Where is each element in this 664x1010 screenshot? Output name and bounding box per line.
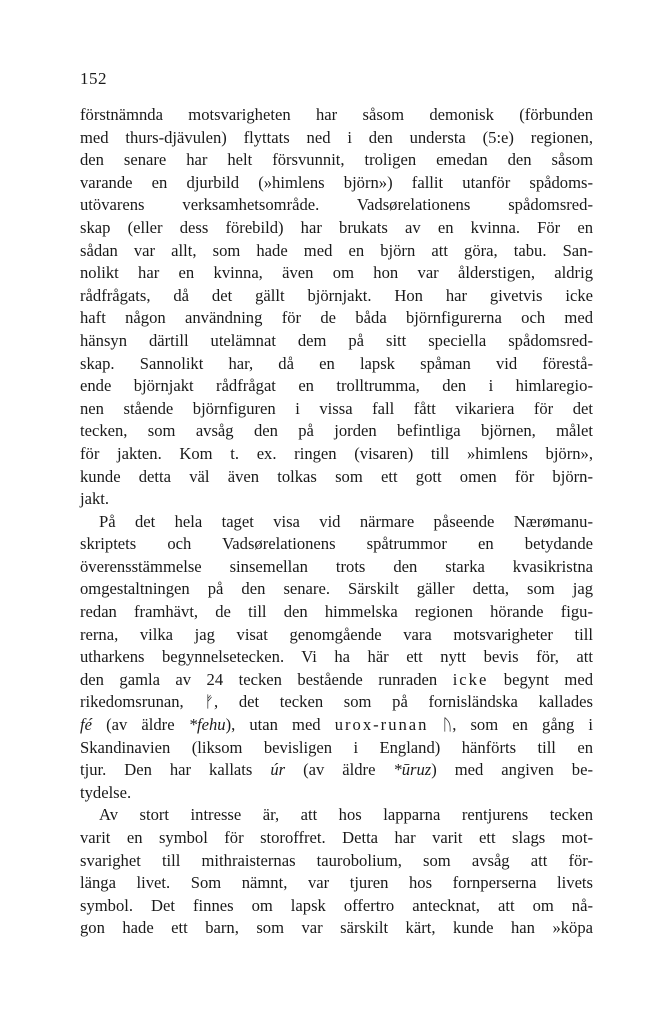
- text-segment: (av äldre: [91, 715, 189, 735]
- italic-term: *ūruz: [393, 760, 432, 780]
- italic-term: fé: [80, 715, 92, 735]
- text-segment: , som en gång i: [452, 715, 594, 735]
- body-text: [80, 104, 593, 940]
- text-line: rerna, vilka jag visat genomgående vara motsvarigheter till: [80, 624, 593, 644]
- text-segment: ), utan med: [225, 715, 335, 735]
- text-line: rådfrågats, då det gällt björnjakt. Hon har givetvis icke: [80, 285, 593, 305]
- text-line: skriptets och Vadsørelationens spåtrummor en betydande: [80, 534, 593, 554]
- spaced-emphasis: icke: [452, 669, 489, 689]
- text-line: förstnämnda motsvarigheten har såsom demonisk (förbunden: [80, 105, 593, 124]
- text-line: utövarens verksamhetsområde. Vadsørelationens spådomsred-: [80, 195, 593, 215]
- text-line: för jakten. Kom t. ex. ringen (visaren) till »himlens björn»,: [80, 443, 593, 463]
- text-line: Av stort intresse är, att hos lapparna rentjurens tecken: [99, 805, 593, 825]
- italic-term: *fehu: [188, 715, 226, 735]
- text-line: nolikt har en kvinna, även om hon var ålderstigen, aldrig: [80, 263, 593, 283]
- text-line: skap (eller dess förebild) har brukats av en kvinna. För en: [80, 217, 593, 237]
- text-segment: , det tecken som på fornisländska kallades: [214, 692, 593, 712]
- text-segment: tjur. Den har kallats: [80, 760, 271, 780]
- text-line: [80, 691, 593, 714]
- paragraph-end-line: jakt.: [80, 489, 110, 509]
- paragraph-end-line: tydelse.: [80, 782, 132, 802]
- text-line: symbol. Det finnes om lapsk offertro antecknat, att om nå-: [80, 895, 593, 915]
- text-segment: ) med angiven be-: [431, 760, 593, 780]
- text-line: ende björnjakt rådfrågat en trolltrumma, den i himlaregio-: [80, 376, 593, 396]
- text-line: utharkens begynnelsetecken. Vi ha här ett nytt bevis för, att: [80, 647, 593, 667]
- text-line: Skandinavien (liksom bevisligen i England) hänförts till en: [80, 737, 593, 757]
- text-line: sådan var allt, som hade med en björn att göra, tabu. San-: [80, 240, 593, 260]
- text-line: haft någon användning för de båda björnfigurerna och med: [80, 308, 593, 328]
- text-line: På det hela taget visa vid närmare påseende Nærømanu-: [99, 511, 593, 531]
- text-segment: rikedomsrunan,: [80, 692, 205, 712]
- text-line: omgestaltningen på den senare. Särskilt gäller detta, som jag: [80, 579, 593, 599]
- text-line: gon hade ett barn, som var särskilt kärt, kunde han »köpa: [80, 918, 593, 938]
- italic-term: úr: [270, 760, 286, 780]
- text-segment: (av äldre: [285, 760, 394, 780]
- text-line: [80, 714, 593, 737]
- text-line: [80, 669, 593, 692]
- text-line: varande en djurbild (»himlens björn») fallit utanför spådoms-: [80, 172, 593, 192]
- text-line: kunde detta väl även tolkas som ett gott omen för björn-: [80, 466, 593, 486]
- text-segment: begynt med: [488, 669, 593, 689]
- text-line: varit en symbol för storoffret. Detta har varit ett slags mot-: [80, 828, 593, 847]
- text-line: skap. Sannolikt har, då en lapsk spåman vid förestå-: [80, 353, 593, 373]
- text-line: den senare har helt försvunnit, troligen emedan den såsom: [80, 150, 593, 170]
- text-line: hänsyn därtill utelämnat dem på sitt speciella spådomsred-: [80, 330, 593, 350]
- spaced-emphasis: urox-runan: [334, 715, 429, 735]
- text-line: länga livet. Som nämnt, var tjuren hos fornperserna livets: [80, 873, 593, 893]
- uruz-rune-glyph: ᚢ: [442, 717, 453, 735]
- text-line: nen stående björnfiguren i vissa fall fått vikariera för det: [80, 398, 593, 418]
- text-line: [80, 759, 593, 782]
- text-line: överensstämmelse sinsemellan trots den starka kvasikristna: [80, 556, 593, 576]
- text-line: svarighet till mithraisternas taurobolium, som avsåg att för-: [80, 850, 593, 870]
- text-segment: den gamla av 24 tecken bestående runraden: [80, 669, 453, 689]
- fehu-rune-glyph: ᚠ: [204, 694, 214, 712]
- page-number: 152: [80, 69, 107, 88]
- text-line: tecken, som avsåg den på jorden befintliga björnen, målet: [80, 421, 593, 441]
- text-line: redan framhävt, de till den himmelska regionen hörande figu-: [80, 602, 593, 622]
- text-line: med thurs-djävulen) flyttats ned i den understa (5:e) regionen,: [80, 127, 593, 147]
